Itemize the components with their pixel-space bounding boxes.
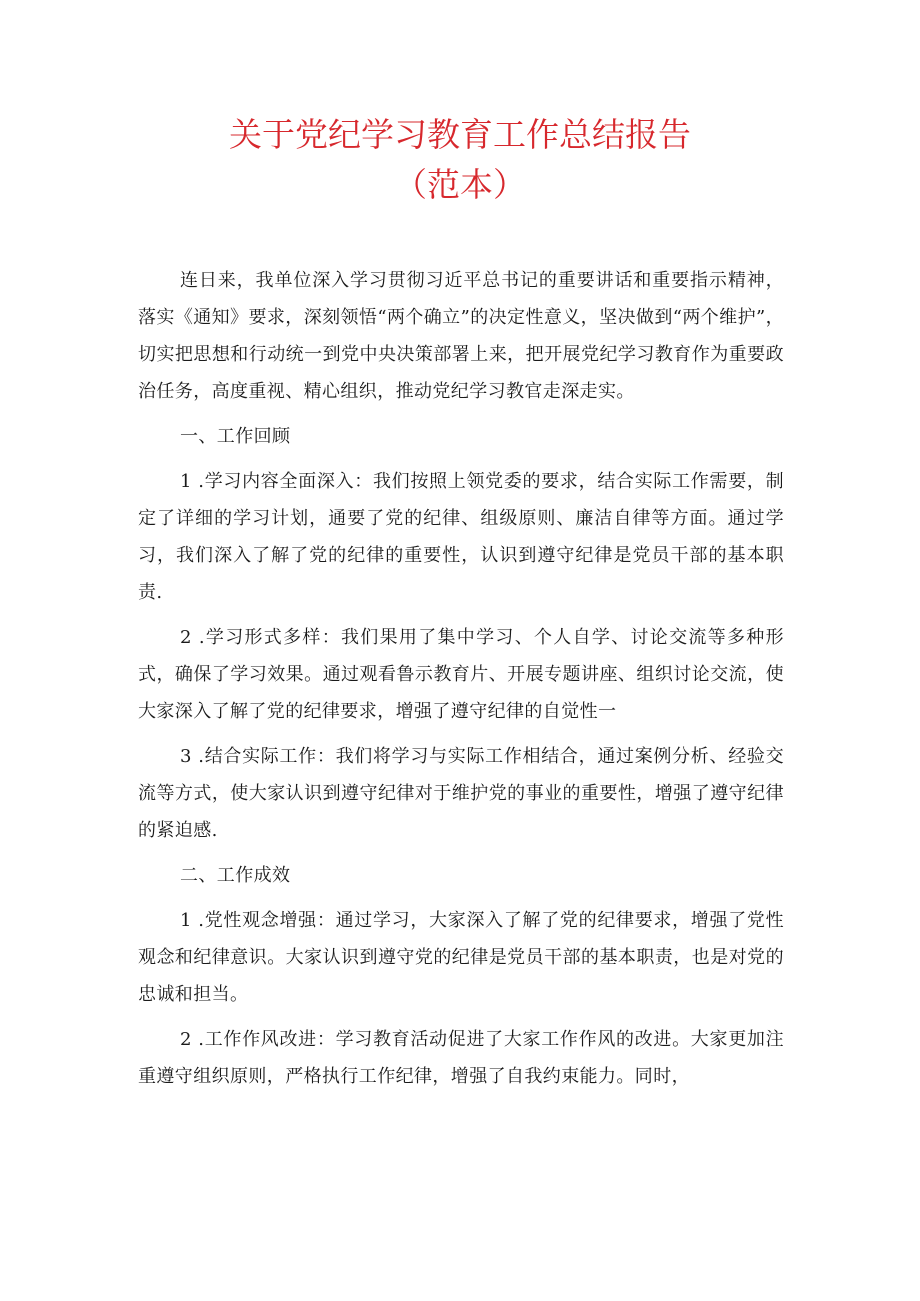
section-heading-work-review: 一、工作回顾 — [180, 426, 291, 447]
document-body — [138, 262, 784, 1095]
results-item-1: 1 .党性观念增强：通过学习，大家深入了解了党的纪律要求，增强了党性观念和纪律意识。大家认识到遵守党的纪律是党员干部的基本职责，也是对党的忠诚和担当。 — [138, 910, 784, 1005]
document-subtitle: （范本） — [394, 165, 526, 204]
intro-paragraph: 连日来，我单位深入学习贯彻习近平总书记的重要讲话和重要指示精神，落实《通知》要求，深刻领悟“两个确立”的决定性意义，坚决做到“两个维护”，切实把思想和行动统一到党中央决策部署上来，把开展党纪学习教育作为重要政治任务，高度重视、精心组织，推动党纪学习教官走深走实。 — [138, 270, 784, 402]
section-heading-work-results: 二、工作成效 — [180, 865, 291, 886]
results-item-2: 2 .工作作风改进：学习教育活动促进了大家工作作风的改进。大家更加注重遵守组织原则，严格执行工作纪律，增强了自我约束能力。同时， — [138, 1029, 784, 1087]
review-item-1: 1 .学习内容全面深入：我们按照上领党委的要求，结合实际工作需要，制定了详细的学习计划，通要了党的纪律、组级原则、廉洁自律等方面。通过学习，我们深入了解了党的纪律的重要性，认识到遵守纪律是党员干部的基本职责. — [138, 471, 784, 603]
review-item-2: 2 .学习形式多样：我们果用了集中学习、个人自学、讨论交流等多种形式，确保了学习效果。通过观看鲁示教育片、开展专题讲座、组织讨论交流，使大家深入了解了党的纪律要求，增强了遵守纪律的自觉性一 — [138, 627, 784, 722]
document-title: 关于党纪学习教育工作总结报告 — [229, 115, 691, 154]
review-item-3: 3 .结合实际工作：我们将学习与实际工作相结合，通过案例分析、经验交流等方式，使大家认识到遵守纪律对于维护党的事业的重要性，增强了遵守纪律的紧迫感. — [138, 746, 784, 841]
